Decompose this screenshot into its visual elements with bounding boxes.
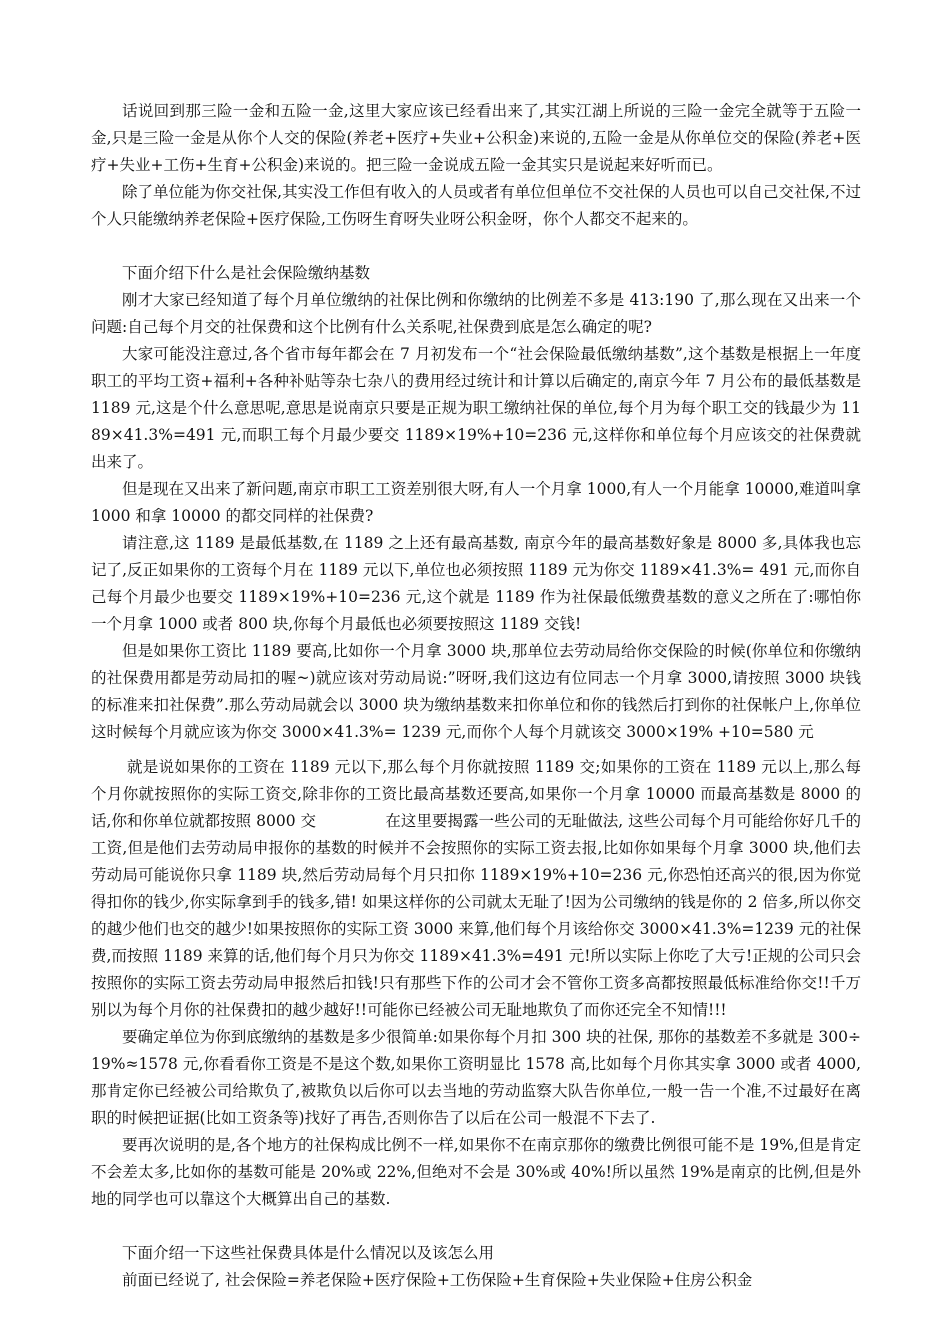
section-gap <box>91 1213 861 1240</box>
paragraph-ratio-question: 刚才大家已经知道了每个月单位缴纳的社保比例和你缴纳的比例差不多是 413:190 了,那么现在又出来一个问题:自己每个月交的社保费和这个比例有什么关系呢,社保费到底是怎么确定的呢? <box>91 291 861 336</box>
paragraph-minimum-base: 大家可能没注意过,各个省市每年都会在 7 月初发布一个“社会保险最低缴纳基数”,这个基数是根据上一年度职工的平均工资+福利+各种补贴等杂七杂八的费用经过统计和计算以后确定的,南京今年 7 月公布的最低基数是 1189 元,这是个什么意思呢,意思是说南京只要是正规为职工缴纳社保的单位,每个月为每个职工交的钱最少为 1189×41.3%=491 元,而职工每个月最少要交 1189×19%+10=236 元,这样你和单位每个月应该交的社保费就出来了。 <box>91 345 861 471</box>
paragraph-determine-base: 要确定单位为你到底缴纳的基数是多少很简单:如果你每个月扣 300 块的社保, 那你的基数差不多就是 300÷19%≈1578 元,你看看你工资是不是这个数,如果你工资明显比 1578 高,比如每个月你其实拿 3000 或者 4000,那肯定你已经被公司给欺负了,被欺负以后你可以去当地的劳动监察大队告你单位,一般一告一个准,不过最好在离职的时候把证据(比如工资条等)找好了再告,否则你告了以后在公司一般混不下去了. <box>91 1028 861 1127</box>
paragraph-company-practices: 就是说如果你的工资在 1189 元以下,那么每个月你就按照 1189 交;如果你的工资在 1189 元以上,那么每个月你就按照你的实际工资交,除非你的工资比最高基数还要高,如果你一个月拿 10000 而最高基数是 8000 的话,你和你单位就都按照 8000 交 在这里要揭露一些公司的无耻做法, 这些公司每个月可能给你好几千的工资,但是他们去劳动局申报你的基数的时候并不会按照你的实际工资去报,比如你如果每个月拿 3000 块,他们去劳动局可能说你只拿 1189 块,然后劳动局每个月只扣你 1189×19%+10=236 元,你恐怕还高兴的很,因为你觉得扣你的钱少,你实际拿到手的钱多,错! 如果这样你的公司就太无耻了!因为公司缴纳的钱是你的 2 倍多,所以你交的越少他们也交的越少!如果按照你的实际工资 3000 来算,他们每个月该给你交 3000×41.3%=1239 元的社保费,而按照 1189 来算的话,他们每个月只为你交 1189×41.3%=491 元!所以实际上你吃了大亏!正规的公司只会按照你的实际工资去劳动局申报然后扣钱!只有那些下作的公司才会不管你工资多高都按照最低标准给你交!!千万别以为每个月你的社保费扣的越少越好!!可能你已经被公司无耻地欺负了而你还完全不知情!!! <box>91 758 861 1019</box>
paragraph-gap <box>91 746 861 754</box>
section-heading-usage: 下面介绍一下这些社保费具体是什么情况以及该怎么用 <box>122 1244 495 1262</box>
paragraph-maximum-base: 请注意,这 1189 是最低基数,在 1189 之上还有最高基数, 南京今年的最高基数好象是 8000 多,具体我也忘记了,反正如果你的工资每个月在 1189 元以下,单位也必须按照 1189 元为你交 1189×41.3%= 491 元,而你自己每个月最少也要交 1189×19%+10=236 元,这个就是 1189 作为社保最低缴费基数的意义之所在了:哪怕你一个月拿 1000 或者 800 块,你每个月最低也必须要按照这 1189 交钱! <box>91 534 861 633</box>
section-heading-contribution-base: 下面介绍下什么是社会保险缴纳基数 <box>122 264 371 282</box>
section-gap <box>91 233 861 260</box>
document-page <box>91 98 861 1294</box>
paragraph-regional-differences: 要再次说明的是,各个地方的社保构成比例不一样,如果你不在南京那你的缴费比例很可能不是 19%,但是肯定不会差太多,比如你的基数可能是 20%或 22%,但绝对不会是 30%或 40%!所以虽然 19%是南京的比例,但是外地的同学也可以靠这个大概算出自己的基数. <box>91 1136 861 1208</box>
paragraph-self-pay-social-insurance: 除了单位能为你交社保,其实没工作但有收入的人员或者有单位但单位不交社保的人员也可以自己交社保,不过个人只能缴纳养老保险+医疗保险,工伤呀生育呀失业呀公积金呀，你个人都交不起来的。 <box>91 183 861 228</box>
paragraph-higher-salary-example: 但是如果你工资比 1189 要高,比如你一个月拿 3000 块,那单位去劳动局给你交保险的时候(你单位和你缴纳的社保费用都是劳动局扣的喔~)就应该对劳动局说:”呀呀,我们这边有位同志一个月拿 3000,请按照 3000 块钱的标准来扣社保费”.那么劳动局就会以 3000 块为缴纳基数来扣你单位和你的钱然后打到你的社保帐户上,你单位这时候每个月就应该为你交 3000×41.3%= 1239 元,而你个人每个月就该交 3000×19% +10=580 元 <box>91 642 861 741</box>
paragraph-insurance-formula: 前面已经说了, 社会保险=养老保险+医疗保险+工伤保险+生育保险+失业保险+住房公积金 <box>122 1271 753 1289</box>
paragraph-salary-difference: 但是现在又出来了新问题,南京市职工工资差别很大呀,有人一个月拿 1000,有人一个月能拿 10000,难道叫拿 1000 和拿 10000 的都交同样的社保费? <box>91 480 861 525</box>
paragraph-three-five-insurance: 话说回到那三险一金和五险一金,这里大家应该已经看出来了,其实江湖上所说的三险一金完全就等于五险一金,只是三险一金是从你个人交的保险(养老+医疗+失业+公积金)来说的,五险一金是从你单位交的保险(养老+医疗+失业+工伤+生育+公积金)来说的。把三险一金说成五险一金其实只是说起来好听而已。 <box>91 102 861 174</box>
